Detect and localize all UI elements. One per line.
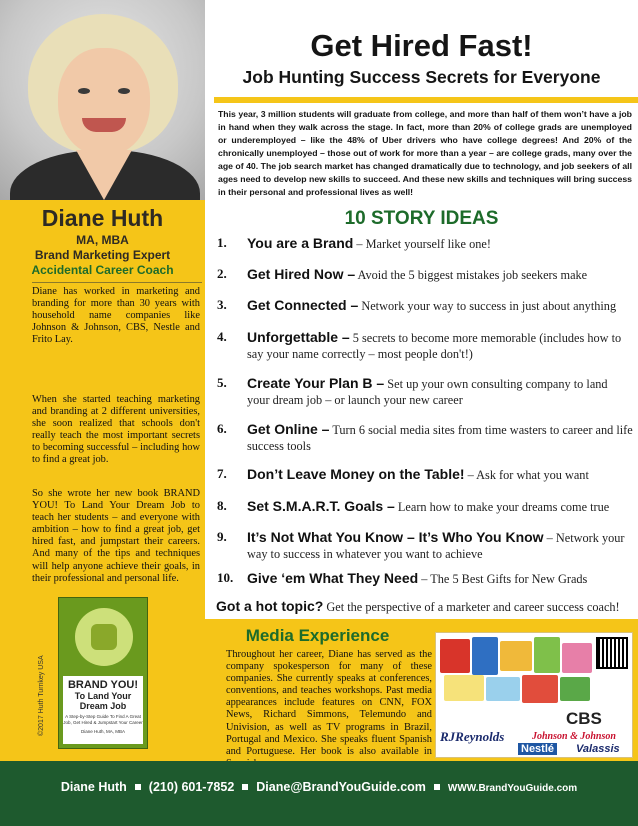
- product-image: [522, 675, 558, 703]
- book-tagline: A Step-by-Step Guide To Find A Great Job, Get Hired & Jumpstart Your Career: [63, 714, 143, 725]
- valassis-logo: Valassis: [576, 743, 620, 755]
- intro-paragraph: This year, 3 million students will graduate from college, and more than half of them won’t have a job in hand when they walk across the stage. In fact, more than 20% of college grads are unemployed or underemployed – like the 48% of Uber drivers who have college degrees! And 20% of the chronically unemployed – those out of work for more than a year – are college grads, many over the age of 40. The job search market has changed dramatically due to technology, and job seekers of all ages need to develop new skills to succeed. And these new skills and techniques will bring success in their personal and professional lives as well!: [218, 109, 632, 197]
- story-idea: [215, 266, 633, 283]
- product-image: [444, 675, 484, 701]
- contact-line: [0, 780, 638, 794]
- story-idea: [215, 466, 633, 483]
- product-image: [500, 641, 532, 671]
- bullet-icon: [135, 784, 141, 790]
- brand-collage: [435, 632, 633, 758]
- sidebar-divider: [32, 282, 202, 283]
- idea-lead: Get Online –: [247, 421, 330, 437]
- story-idea: [215, 421, 633, 454]
- bio-paragraph: Diane has worked in marketing and branding for more than 30 years with household name companies like Johnson & Johnson, CBS, Nestle and Frito Lay.: [32, 286, 200, 346]
- product-image: [562, 643, 592, 673]
- book-title: BRAND YOU!: [67, 679, 139, 691]
- story-idea: [215, 529, 633, 562]
- idea-number: 10.: [217, 570, 234, 585]
- nestle-logo: Nestlé: [518, 743, 557, 755]
- photo-eye: [78, 88, 90, 94]
- idea-text: – The 5 Best Gifts for New Grads: [418, 572, 588, 586]
- product-image: [560, 677, 590, 701]
- page-title: Get Hired Fast!: [310, 28, 533, 63]
- idea-lead: You are a Brand: [247, 235, 354, 251]
- idea-number: 1.: [217, 235, 227, 250]
- media-heading: Media Experience: [245, 626, 390, 645]
- idea-lead: It’s Not What You Know – It’s Who You Know: [247, 529, 544, 545]
- product-image: [534, 637, 560, 673]
- story-ideas-heading: 10 STORY IDEAS: [344, 208, 499, 229]
- book-cover: [58, 597, 148, 749]
- idea-text: Set up your own consulting company to land your dream job – or launch your new career: [247, 377, 608, 407]
- story-idea: [215, 498, 633, 515]
- contact-name: Diane Huth: [60, 780, 127, 794]
- bio-paragraph: When she started teaching marketing and branding at 2 different universities, she soon realized that schools don't really teach the most important secrets to becoming successful – including how to find a great job.: [32, 394, 200, 466]
- story-idea: [215, 570, 633, 587]
- cbs-logo: CBS: [566, 709, 602, 728]
- story-idea: [215, 329, 633, 362]
- idea-lead: Give ‘em What They Need: [247, 570, 419, 586]
- contact-footer: [0, 761, 638, 826]
- idea-lead: Don’t Leave Money on the Table!: [247, 466, 465, 482]
- idea-number: 8.: [217, 498, 227, 513]
- johnson-johnson-logo: Johnson & Johnson: [532, 731, 616, 742]
- contact-phone[interactable]: (210) 601-7852: [148, 780, 235, 794]
- title-divider: [214, 97, 638, 103]
- idea-lead: Unforgettable –: [247, 329, 350, 345]
- product-image: [440, 639, 470, 673]
- story-idea: [215, 297, 633, 314]
- bullet-icon: [434, 784, 440, 790]
- idea-text: Network your way to success in just about anything: [358, 299, 617, 313]
- idea-lead: Set S.M.A.R.T. Goals –: [247, 498, 395, 514]
- photo-eye: [118, 88, 130, 94]
- hot-topic-line: [216, 598, 636, 615]
- copyright-note: ©2017 Huth Turnkey USA: [38, 655, 45, 736]
- book-subtitle: To Land Your Dream Job: [74, 691, 132, 711]
- bullet-icon: [242, 784, 248, 790]
- idea-lead: Get Hired Now –: [247, 266, 356, 282]
- idea-number: 2.: [217, 266, 227, 281]
- story-idea: [215, 235, 633, 252]
- profile-tagline: Accidental Career Coach: [31, 263, 174, 277]
- idea-number: 4.: [217, 329, 227, 344]
- profile-name: Diane Huth: [41, 205, 164, 231]
- hot-topic-text: Get the perspective of a marketer and career success coach!: [323, 600, 620, 614]
- profile-role: Brand Marketing Expert: [34, 248, 171, 262]
- idea-text: Learn how to make your dreams come true: [394, 500, 610, 514]
- profile-degrees: MA, MBA: [76, 233, 129, 247]
- qr-code-icon: [596, 637, 628, 669]
- bio-paragraph: So she wrote her new book BRAND YOU! To Land Your Dream Job to teach her students – and everyone with ambition – how to find a great job, get hired fast, and jumpstart their careers. And many of the tips and techniques will help anyone achieve their goals, in their professional and personal life.: [32, 488, 200, 584]
- product-image: [486, 677, 520, 701]
- contact-website[interactable]: WWW.BrandYouGuide.com: [447, 783, 578, 794]
- idea-number: 5.: [217, 375, 227, 390]
- book-title-box: [63, 676, 143, 744]
- idea-number: 6.: [217, 421, 227, 436]
- idea-number: 7.: [217, 466, 227, 481]
- media-paragraph: Throughout her career, Diane has served as the company spokesperson for many of these companies. She currently speaks at conferences, conventions, and teaches workshops. Past media appearances include features on CNN, FOX News, Richard Simmons, Telemundo and Univision, as well as TV programs in Brazil, Portugal and Mexico. She speaks fluent Spanish and Portuguese. Her book is also available in: [226, 649, 432, 757]
- idea-number: 3.: [217, 297, 227, 312]
- idea-text: Turn 6 social media sites from time wasters to career and life success tools: [247, 423, 633, 453]
- idea-lead: Get Connected –: [247, 297, 359, 313]
- idea-text: 5 secrets to become more memorable (includes how to say your name correctly – most people don't!): [247, 331, 622, 361]
- rj-reynolds-logo: RJReynolds: [440, 729, 505, 744]
- story-idea: [215, 375, 633, 408]
- idea-text: – Network your way to success in whatever you want to achieve: [247, 531, 625, 561]
- contact-email[interactable]: Diane@BrandYouGuide.com: [256, 780, 426, 794]
- hot-topic-lead: Got a hot topic?: [216, 598, 324, 614]
- book-author: Diane Huth, MA, MBA: [80, 729, 125, 734]
- product-image: [472, 637, 498, 675]
- idea-lead: Create Your Plan B –: [247, 375, 385, 391]
- idea-text: – Market yourself like one!: [353, 237, 491, 251]
- idea-number: 9.: [217, 529, 227, 544]
- profile-photo: [0, 0, 205, 200]
- photo-face: [58, 48, 150, 156]
- idea-text: – Ask for what you want: [464, 468, 589, 482]
- page-subtitle: Job Hunting Success Secrets for Everyone: [242, 67, 601, 87]
- fist-icon: [75, 608, 133, 666]
- idea-text: Avoid the 5 biggest mistakes job seekers make: [355, 268, 588, 282]
